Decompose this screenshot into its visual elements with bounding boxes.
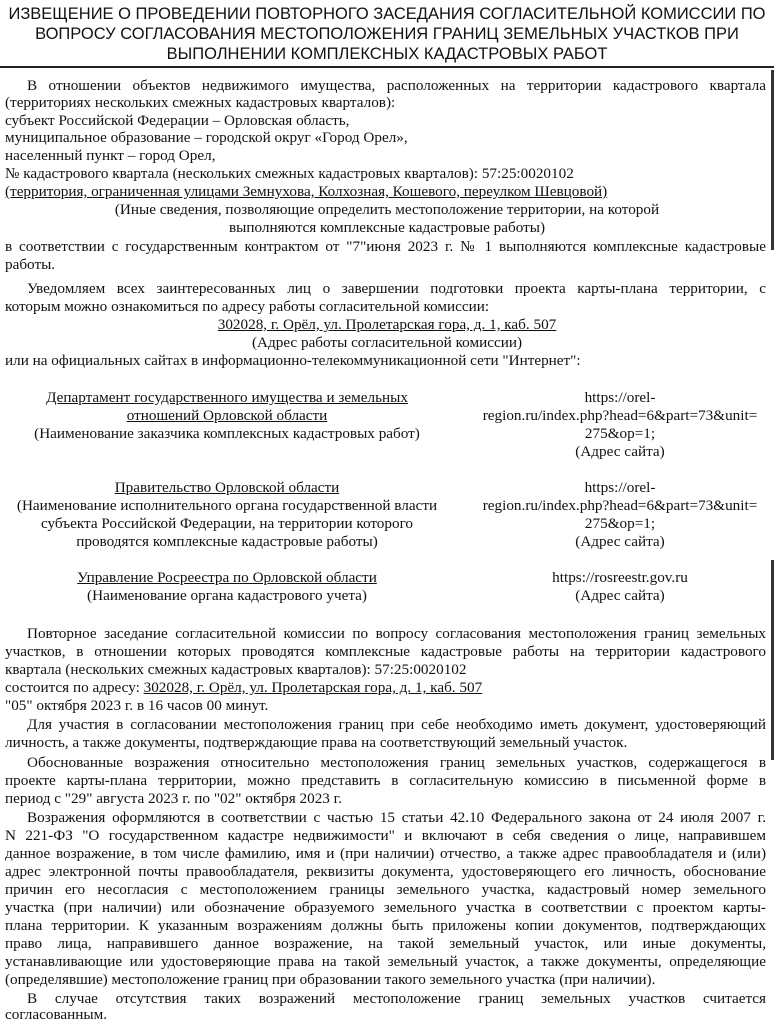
commission-address: 302028, г. Орёл, ул. Пролетарская гора, д. 1, каб. 507 bbox=[217, 316, 557, 333]
customer-name: отношений Орловской области bbox=[126, 407, 328, 424]
government-name: Правительство Орловской области bbox=[114, 479, 340, 496]
format-text: N 221-ФЗ "О государственном кадастре недвижимости" и включают в себя сведения о лице, направившем bbox=[5, 827, 766, 844]
site-url[interactable]: https://rosreestr.gov.ru bbox=[552, 569, 688, 586]
objections-period: период с "29" августа 2023 г. по "02" октября 2023 г. bbox=[5, 790, 342, 807]
objections-text: Обоснованные возражения относительно местоположения границ земельных участков, содержащегося в bbox=[27, 754, 766, 771]
documents-text: личность, а также документы, подтверждающие права на соответствующий земельный участок. bbox=[5, 734, 628, 751]
customer-name: Департамент государственного имущества и земельных bbox=[46, 389, 408, 406]
municipality-text: муниципальное образование – городской округ «Город Орел», bbox=[5, 129, 408, 146]
territory-text: (территория, ограниченная улицами Земнухова, Колхозная, Кошевого, переулком Шевцовой) bbox=[5, 183, 608, 200]
meeting-text: квартала (нескольких смежных кадастровых кварталов): 57:25:0020102 bbox=[5, 661, 467, 678]
closing-text: согласованным. bbox=[5, 1006, 108, 1023]
documents-text: Для участия в согласовании местоположения границ при себе необходимо иметь документ, удостоверяющий bbox=[27, 716, 766, 733]
subject-text: субъект Российской Федерации – Орловская область, bbox=[5, 112, 350, 129]
title-line: ИЗВЕЩЕНИЕ О ПРОВЕДЕНИИ ПОВТОРНОГО ЗАСЕДАНИЯ СОГЛАСИТЕЛЬНОЙ КОМИССИИ ПО bbox=[8, 5, 766, 23]
meeting-address-line bbox=[5, 679, 482, 696]
intro-text: В отношении объектов недвижимого имущества, расположенных на территории кадастрового квартала bbox=[27, 77, 766, 94]
notice-title bbox=[0, 4, 774, 64]
site-url[interactable]: region.ru/index.php?head=6&part=73&unit= bbox=[482, 497, 758, 514]
intro-text: (территориях нескольких смежных кадастровых кварталов): bbox=[5, 94, 396, 111]
format-text: причин его несогласия с местоположением границы земельного участка, кадастровый номер земельного bbox=[5, 881, 766, 898]
site-caption: (Адрес сайта) bbox=[575, 533, 665, 550]
government-caption: субъекта Российской Федерации, на территории которого bbox=[40, 515, 414, 532]
format-text: участка (при наличии) или обозначение образуемого земельного участка в соответствии с проектом карты- bbox=[5, 899, 766, 916]
closing-text: В случае отсутствия таких возражений местоположение границ земельных участков считается bbox=[27, 990, 766, 1007]
format-text: плана территории. К указанным возражениям должны быть приложены копии документов, подтверждающих bbox=[5, 917, 766, 934]
meeting-address-prefix: состоится по адресу: bbox=[5, 679, 144, 696]
settlement-text: населенный пункт – город Орел, bbox=[5, 147, 216, 164]
format-text: (определявшие) местоположение границ при образовании такого земельного участка (при наличии). bbox=[5, 971, 656, 988]
customer-caption: (Наименование заказчика комплексных кадастровых работ) bbox=[34, 425, 420, 442]
format-text: данное возражение, в том числе фамилию, имя и (при наличии) отчество, а также адрес правообладателя и (или) bbox=[5, 845, 766, 862]
meeting-text: Повторное заседание согласительной комиссии по вопросу согласования местоположения границ земельных bbox=[27, 625, 766, 642]
notice-text: которым можно ознакомиться по адресу работы согласительной комиссии: bbox=[5, 298, 490, 315]
site-caption: (Адрес сайта) bbox=[575, 443, 665, 460]
notice-text: или на официальных сайтах в информационно-телекоммуникационной сети "Интернет": bbox=[5, 352, 581, 369]
meeting-datetime: "05" октября 2023 г. в 16 часов 00 минут. bbox=[5, 697, 269, 714]
site-url[interactable]: region.ru/index.php?head=6&part=73&unit= bbox=[482, 407, 758, 424]
format-text: адрес электронной почты правообладателя, реквизиты документа, удостоверяющего его личность, обоснование bbox=[5, 863, 766, 880]
notice-text: Уведомляем всех заинтересованных лиц о завершении подготовки проекта карты-плана территории, с bbox=[27, 280, 766, 297]
registry-caption: (Наименование органа кадастрового учета) bbox=[87, 587, 367, 604]
site-url[interactable]: https://orel- bbox=[584, 389, 656, 406]
site-url[interactable]: 275&op=1; bbox=[584, 515, 656, 532]
territory-caption: (Иные сведения, позволяющие определить местоположение территории, на которой bbox=[114, 201, 660, 218]
site-url[interactable]: https://orel- bbox=[584, 479, 656, 496]
government-caption: проводятся комплексные кадастровые работы) bbox=[76, 533, 378, 550]
territory-caption: выполняются комплексные кадастровые работы) bbox=[228, 219, 546, 236]
contract-text: работы. bbox=[5, 256, 56, 273]
title-line: ВОПРОСУ СОГЛАСОВАНИЯ МЕСТОПОЛОЖЕНИЯ ГРАНИЦ ЗЕМЕЛЬНЫХ УЧАСТКОВ ПРИ bbox=[35, 25, 739, 43]
meeting-address: 302028, г. Орёл, ул. Пролетарская гора, д. 1, каб. 507 bbox=[143, 679, 483, 696]
format-text: Возражения оформляются в соответствии с частью 15 статьи 42.10 Федерального закона от 24 июля 2007 г. bbox=[27, 809, 766, 826]
meeting-text: участков, в отношении которых проводятся комплексные кадастровые работы на территории кадастрового bbox=[5, 643, 766, 660]
title-divider bbox=[0, 66, 774, 68]
cadastral-quarter-text: № кадастрового квартала (нескольких смежных кадастровых кварталов): 57:25:0020102 bbox=[5, 165, 574, 182]
format-text: право лица, направившего данное возражение, на такой земельный участок, или иные документы, bbox=[5, 935, 766, 952]
contract-text: в соответствии с государственным контрактом от "7"июня 2023 г. № 1 выполняются комплексные кадастровые bbox=[5, 238, 766, 255]
objections-text: проекте карты-плана территории, можно представить в согласительную комиссию в письменной форме в bbox=[5, 772, 766, 789]
site-caption: (Адрес сайта) bbox=[575, 587, 665, 604]
registry-name: Управление Росреестра по Орловской области bbox=[77, 569, 377, 586]
site-url[interactable]: 275&op=1; bbox=[584, 425, 656, 442]
address-caption: (Адрес работы согласительной комиссии) bbox=[251, 334, 523, 351]
government-caption: (Наименование исполнительного органа государственной власти bbox=[16, 497, 438, 514]
format-text: устанавливающие или удостоверяющие права на такой земельный участок, а также документы, определяющие bbox=[5, 953, 766, 970]
title-line: ВЫПОЛНЕНИИ КОМПЛЕКСНЫХ КАДАСТРОВЫХ РАБОТ bbox=[166, 45, 608, 63]
